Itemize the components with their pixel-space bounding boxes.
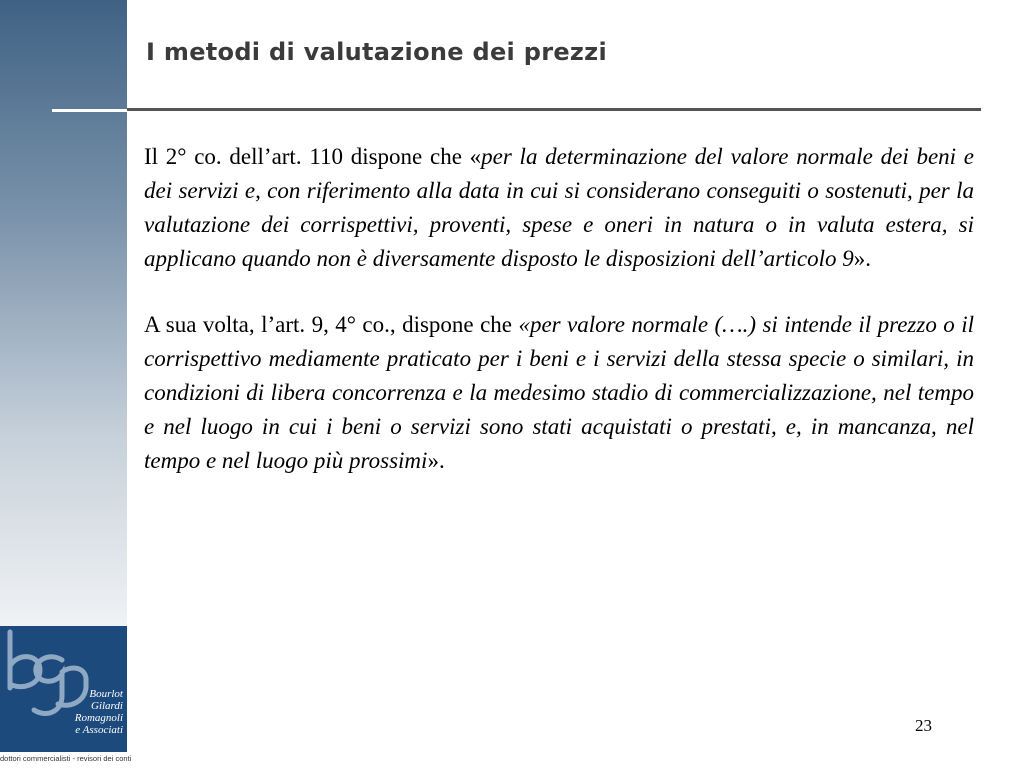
logo-name: e Associati [75, 724, 123, 736]
body-paragraph [144, 308, 974, 478]
page-number: 23 [915, 716, 932, 735]
paragraph-lead: Il 2° co. dell’art. 110 dispone che « [144, 144, 482, 169]
paragraph-tail: ». [853, 246, 871, 271]
logo-name: Bourlot [89, 688, 123, 700]
body-paragraph [144, 140, 974, 276]
title-rule [127, 108, 981, 111]
slide-title: I metodi di valutazione dei prezzi [146, 38, 607, 66]
logo-name: Gilardi [91, 700, 123, 712]
left-gradient-band [0, 0, 127, 626]
logo-caption: dottori commercialisti - revisori dei conti [0, 754, 132, 763]
firm-logo [0, 626, 127, 752]
paragraph-quote: «per valore normale (….) si intende il prezzo o il corrispettivo mediamente praticato per i beni e i servizi della stessa specie o similari, in condizioni di libera concorrenza e la medesimo stadio di commercializzazione, nel tempo e nel luogo in cui i beni o servizi sono stati acquistati o prestati, e, in mancanza, nel tempo e nel luogo più prossimi [144, 312, 974, 473]
slide-body [144, 140, 974, 510]
logo-names [75, 688, 123, 736]
logo-name: Romagnoli [74, 712, 123, 724]
paragraph-tail: ». [427, 448, 445, 473]
title-rule-left [52, 109, 128, 112]
paragraph-quote: per la determinazione del valore normale dei beni e dei servizi e, con riferimento alla data in cui si considerano conseguiti o sostenuti, per la valutazione dei corrispettivi, proventi, spese e oneri in natura o in valuta estera, si applicano quando non è diversamente disposto le disposizioni dell’articolo 9 [144, 144, 974, 271]
paragraph-lead: A sua volta, l’art. 9, 4° co., dispone che [144, 312, 519, 337]
